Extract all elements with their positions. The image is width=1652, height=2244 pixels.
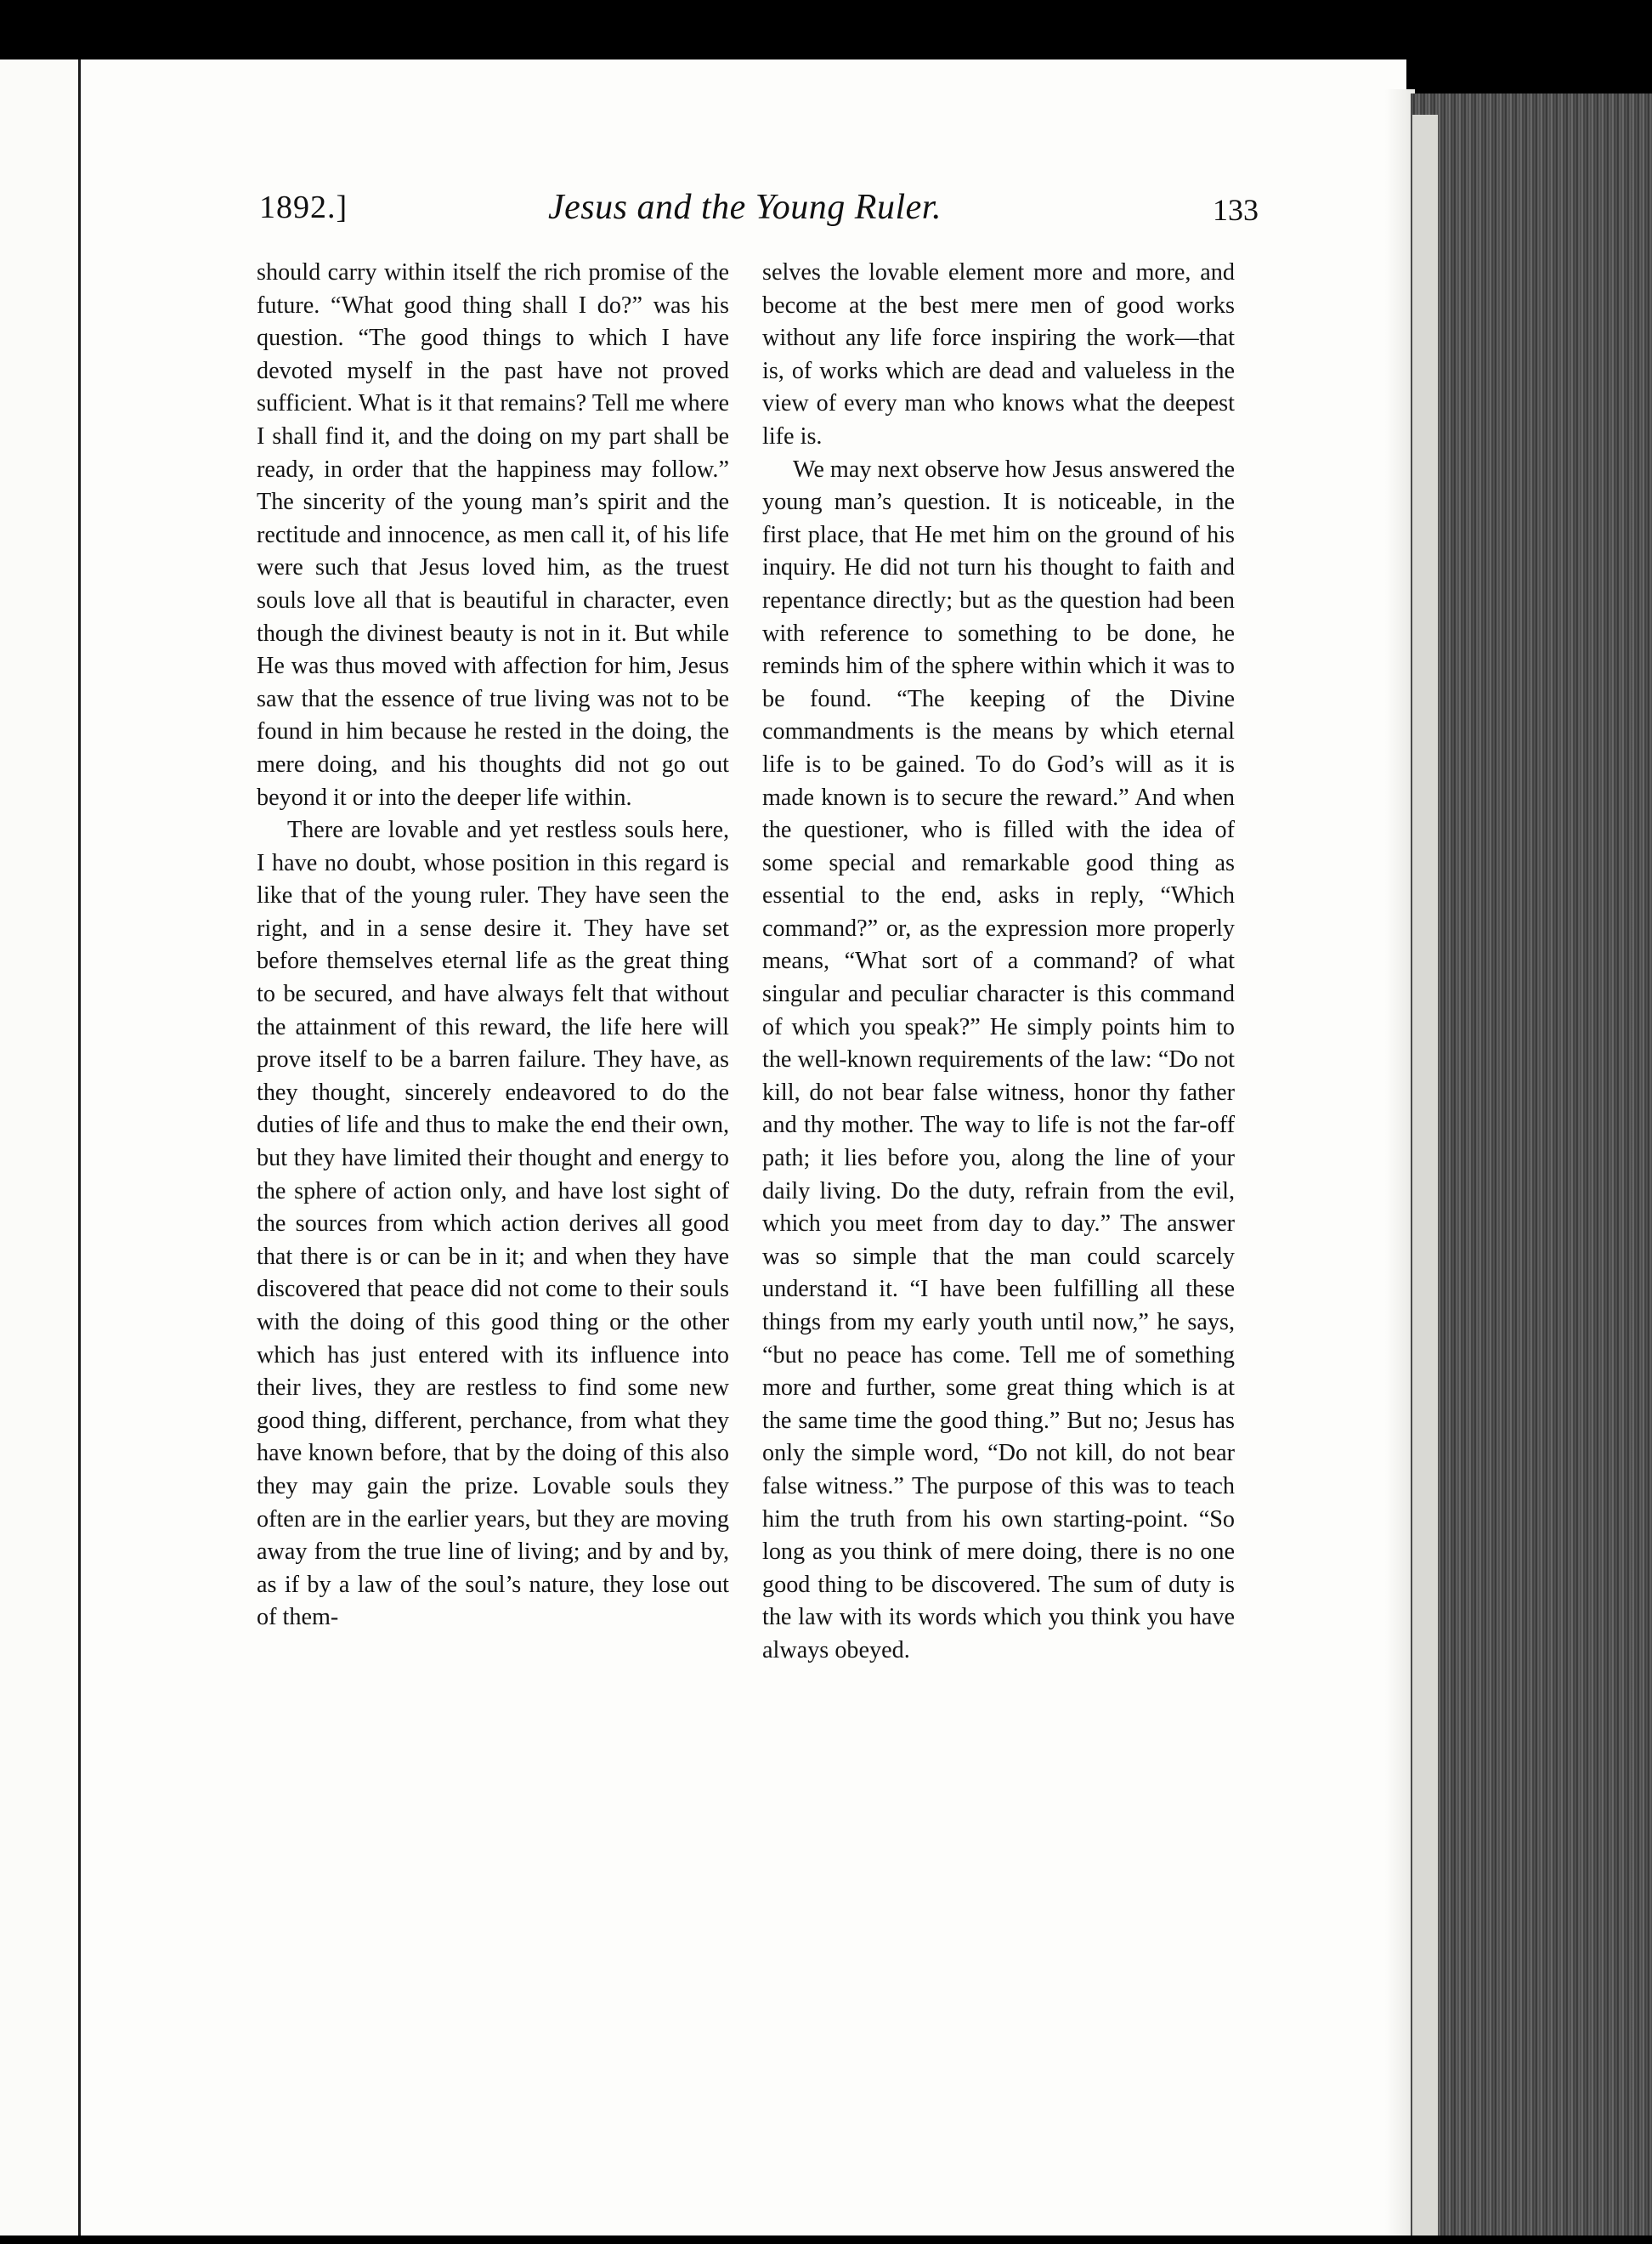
paragraph: should carry within itself the rich promise of the future. “What good thing shall I do?” was his question. “The good things to which I have devoted myself in the past have not proved sufficient. What is it that remains? Tell me where I shall find it, and the doing on my part shall be ready, in order that the happiness may follow.” The sincerity of the young man’s spirit and the rectitude and innocence, as men call it, of his life were such that Jesus loved him, as the truest souls love all that is beautiful in character, even though the divinest beauty is not in it. But while He was thus moved with affection for him, Jesus saw that the essence of true living was not to be found in him because he rested in the doing, the mere doing, and his thoughts did not go out beyond it or into the deeper life within. <box>257 259 729 811</box>
page-stack-highlight <box>1412 115 1438 2236</box>
paragraph: selves the lovable element more and more, and become at the best mere men of good works without any life force inspiring the work—that is, of works which are dead and valueless in the view of every man who knows what the deepest life is. <box>762 259 1235 450</box>
facing-page-edge <box>0 60 81 2236</box>
running-header <box>259 188 1259 240</box>
left-text-column <box>257 257 729 1635</box>
page-number: 133 <box>1213 193 1259 227</box>
paragraph: There are lovable and yet restless souls here, I have no doubt, whose position in this regard is like that of the young ruler. They have seen the right, and in a sense desire it. They have set before themselves eternal life as the great thing to be secured, and have always felt that without the attainment of this reward, the life here will prove itself to be a barren failure. They have, as they thought, sincerely endeavored to do the duties of life and thus to make the end their own, but they have limited their thought and energy to the sphere of action only, and have lost sight of the sources from which action derives all good that there is or can be in it; and when they have discovered that peace did not come to their souls with the doing of this good thing or the other which has just entered with its influence into their lives, they are restless to find some new good thing, different, perchance, from what they have known before, that by the doing of this also they may gain the prize. Lovable souls they often are in the earlier years, but they are moving away from the true line of living; and by and by, as if by a law of the soul’s nature, they lose out of them- <box>257 817 729 1631</box>
header-title: Jesus and the Young Ruler. <box>548 188 942 227</box>
right-text-column <box>762 257 1235 1668</box>
paragraph: We may next observe how Jesus answered the young man’s question. It is noticeable, in the first place, that He met him on the ground of his inquiry. He did not turn his thought to faith and repentance directly; but as the question had been with reference to something to be done, he reminds him of the sphere within which it was to be found. “The keeping of the Divine commandments is the means by which eternal life is to be gained. To do God’s will as it is made known is to secure the reward.” And when the questioner, who is filled with the idea of some special and remarkable good thing as essential to the end, asks in reply, “Which command?” or, as the expression more properly means, “What sort of a command? of what singular and peculiar character is this command of which you speak?” He simply points him to the well-known requirements of the law: “Do not kill, do not bear false witness, honor thy father and thy mother. The way to life is not the far-off path; it lies before you, along the line of your daily living. Do the duty, refrain from the evil, which you meet from day to day.” The answer was so simple that the man could scarcely understand it. “I have been fulfilling all these things from my early youth until now,” he says, “but no peace has come. Tell me of something more and further, some great thing which is at the same time the good thing.” But no; Jesus has only the simple word, “Do not kill, do not bear false witness.” The purpose of this was to teach him the truth from his own starting-point. “So long as you think of mere doing, there is no one good thing to be discovered. The sum of duty is the law with its words which you think you have always obeyed. <box>762 456 1235 1663</box>
header-year: 1892.] <box>259 190 348 225</box>
page-stack-edge <box>1411 94 1652 2236</box>
